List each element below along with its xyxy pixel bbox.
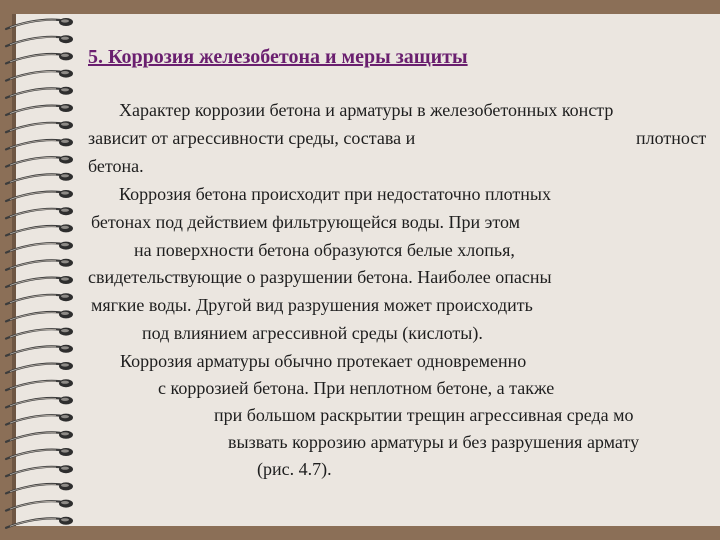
slide-title: 5. Коррозия железобетона и меры защиты [88,46,468,68]
binding-ring [6,293,73,304]
body-line: при большом раскрытии трещин агрессивная среда мо [214,405,634,425]
body-line: Коррозия арматуры обычно протекает одновременно [120,351,527,371]
binding-ring [6,18,73,29]
binding-ring [6,87,73,98]
binding-ring [6,465,73,476]
binding-ring [6,500,73,511]
binding-ring [6,35,73,46]
binding-ring [6,517,73,528]
body-line: бетонах под действием фильтрующейся воды. При этом [91,212,521,232]
binding-ring [6,310,73,321]
body-line: бетона. [88,156,144,176]
slide-paper [16,14,720,526]
spiral-binding-icon [0,0,90,540]
body-line: (рис. 4.7). [257,459,332,479]
binding-ring [6,414,73,425]
body-line: на поверхности бетона образуются белые хлопья, [134,240,515,260]
body-line: мягкие воды. Другой вид разрушения может происходить [91,295,533,315]
binding-ring [6,70,73,81]
body-line: с коррозией бетона. При неплотном бетоне, а также [158,378,555,398]
binding-ring [6,156,73,167]
binding-ring [6,448,73,459]
binding-ring [6,138,73,149]
binding-ring [6,431,73,442]
binding-ring [6,224,73,235]
binding-ring [6,345,73,356]
binding-ring [6,173,73,184]
binding-ring [6,190,73,201]
body-line: под влиянием агрессивной среды (кислоты). [142,323,483,343]
binding-ring [6,379,73,390]
binding-ring [6,104,73,115]
binding-ring [6,207,73,218]
body-line: свидетельствующие о разрушении бетона. Наиболее опасны [88,267,552,287]
body-line: Коррозия бетона происходит при недостаточно плотных [119,184,551,204]
binding-ring [6,52,73,63]
binding-ring [6,362,73,373]
body-line: плотност [636,128,707,148]
body-line: вызвать коррозию арматуры и без разрушения армату [228,432,640,452]
binding-ring [6,121,73,132]
binding-ring [6,276,73,287]
binding-ring [6,328,73,339]
binding-ring [6,482,73,493]
binding-ring [6,242,73,253]
binding-ring [6,396,73,407]
body-line: Характер коррозии бетона и арматуры в железобетонных констр [119,100,614,120]
body-line: зависит от агрессивности среды, состава и [88,128,416,148]
binding-ring [6,259,73,270]
